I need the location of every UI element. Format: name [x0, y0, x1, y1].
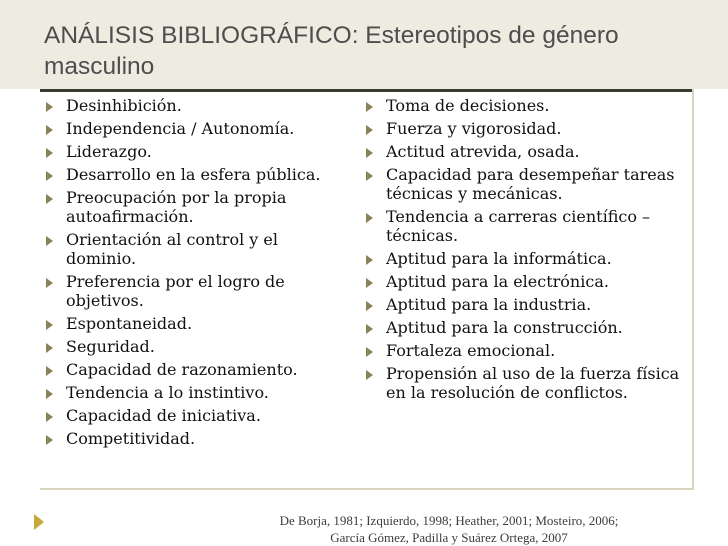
list-item-text: Espontaneidad.	[66, 314, 193, 333]
triangle-right-bullet-icon	[366, 255, 373, 265]
list-item-text: Aptitud para la construcción.	[386, 318, 623, 337]
triangle-right-bullet-icon	[366, 324, 373, 334]
triangle-right-bullet-icon	[366, 213, 373, 223]
list-item-text: Tendencia a carreras científico – técnicas.	[386, 207, 651, 245]
list-item	[44, 230, 344, 268]
list-item-text: Desarrollo en la esfera pública.	[66, 165, 321, 184]
triangle-right-bullet-icon	[46, 435, 53, 445]
list-item-text: Desinhibición.	[66, 96, 182, 115]
triangle-right-bullet-icon	[46, 102, 53, 112]
right-bullet-list	[364, 96, 684, 406]
triangle-right-bullet-icon	[46, 148, 53, 158]
triangle-right-bullet-icon	[366, 171, 373, 181]
triangle-right-bullet-icon	[366, 148, 373, 158]
list-item-text: Capacidad para desempeñar tareas técnicas y mecánicas.	[386, 165, 675, 203]
title-divider	[40, 89, 692, 92]
citation-line-2: García Gómez, Padilla y Suárez Ortega, 2007	[330, 530, 568, 545]
list-item	[44, 406, 344, 425]
list-item	[44, 96, 344, 115]
content-frame-right	[692, 89, 694, 489]
triangle-right-bullet-icon	[366, 102, 373, 112]
list-item-text: Propensión al uso de la fuerza física en la resolución de conflictos.	[386, 364, 680, 402]
left-bullet-list	[44, 96, 344, 452]
list-item	[44, 360, 344, 379]
triangle-right-bullet-icon	[366, 125, 373, 135]
content-frame-bottom	[40, 488, 694, 490]
list-item-text: Fortaleza emocional.	[386, 341, 556, 360]
triangle-right-bullet-icon	[46, 278, 53, 288]
triangle-right-bullet-icon	[46, 366, 53, 376]
list-item	[44, 272, 344, 310]
list-item-text: Orientación al control y el dominio.	[66, 230, 278, 268]
list-item	[364, 142, 684, 161]
triangle-right-bullet-icon	[46, 320, 53, 330]
triangle-right-bullet-icon	[46, 343, 53, 353]
list-item-text: Competitividad.	[66, 429, 196, 448]
list-item-text: Preocupación por la propia autoafirmación.	[66, 188, 287, 226]
list-item-text: Preferencia por el logro de objetivos.	[66, 272, 285, 310]
list-item	[44, 383, 344, 402]
list-item	[44, 188, 344, 226]
triangle-right-bullet-icon	[46, 171, 53, 181]
citation	[240, 512, 658, 546]
list-item	[44, 314, 344, 333]
list-item	[44, 142, 344, 161]
list-item	[364, 96, 684, 115]
list-item-text: Fuerza y vigorosidad.	[386, 119, 562, 138]
list-item	[44, 337, 344, 356]
citation-line-1: De Borja, 1981; Izquierdo, 1998; Heather, 2001; Mosteiro, 2006;	[279, 513, 619, 528]
list-item-text: Aptitud para la informática.	[386, 249, 612, 268]
list-item	[364, 318, 684, 337]
list-item	[364, 341, 684, 360]
triangle-right-bullet-icon	[366, 301, 373, 311]
slide-title: ANÁLISIS BIBLIOGRÁFICO: Estereotipos de género masculino	[44, 22, 619, 80]
list-item-text: Tendencia a lo instintivo.	[66, 383, 269, 402]
triangle-right-bullet-icon	[46, 412, 53, 422]
list-item	[44, 165, 344, 184]
list-item	[364, 119, 684, 138]
list-item	[364, 364, 684, 402]
list-item-text: Independencia / Autonomía.	[66, 119, 295, 138]
list-item	[364, 272, 684, 291]
list-item-text: Liderazgo.	[66, 142, 152, 161]
list-item	[44, 429, 344, 448]
list-item-text: Actitud atrevida, osada.	[386, 142, 580, 161]
list-item	[364, 295, 684, 314]
list-item-text: Aptitud para la electrónica.	[386, 272, 609, 291]
triangle-right-bullet-icon	[366, 347, 373, 357]
triangle-right-bullet-icon	[46, 125, 53, 135]
triangle-right-bullet-icon	[366, 370, 373, 380]
triangle-right-bullet-icon	[46, 194, 53, 204]
list-item-text: Capacidad de razonamiento.	[66, 360, 298, 379]
list-item-text: Toma de decisiones.	[386, 96, 550, 115]
triangle-right-bullet-icon	[46, 389, 53, 399]
triangle-right-icon	[34, 514, 44, 530]
list-item-text: Capacidad de iniciativa.	[66, 406, 261, 425]
triangle-right-bullet-icon	[366, 278, 373, 288]
triangle-right-bullet-icon	[46, 236, 53, 246]
list-item-text: Seguridad.	[66, 337, 155, 356]
list-item	[44, 119, 344, 138]
list-item-text: Aptitud para la industria.	[386, 295, 592, 314]
list-item	[364, 249, 684, 268]
list-item	[364, 165, 684, 203]
list-item	[364, 207, 684, 245]
